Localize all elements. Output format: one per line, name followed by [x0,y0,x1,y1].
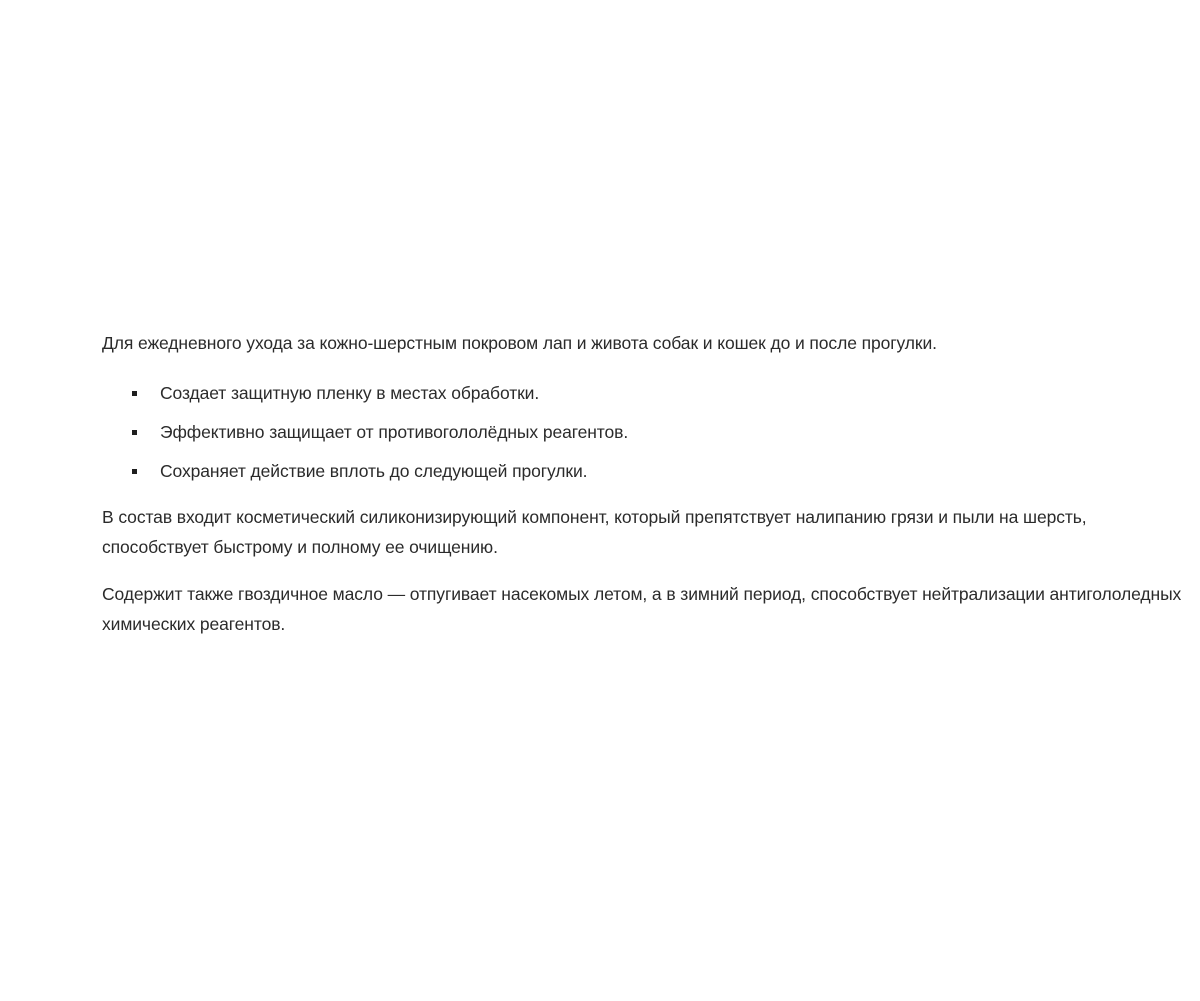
list-item-text: Создает защитную пленку в местах обработки. [160,383,540,403]
composition-paragraph: В состав входит косметический силиконизирующий компонент, который препятствует налипанию грязи и пыли на шерсть, способствует быстрому и полному ее очищению. [102,507,1087,557]
list-item [132,378,1182,408]
intro-paragraph: Для ежедневного ухода за кожно-шерстным покровом лап и живота собак и кошек до и после прогулки. [102,333,937,353]
list-item [132,456,1182,486]
bullet-square-icon [132,430,137,435]
list-item [132,417,1182,447]
product-description [102,328,1182,639]
list-item-text: Эффективно защищает от противогололёдных реагентов. [160,422,629,442]
list-item-text: Сохраняет действие вплоть до следующей прогулки. [160,461,588,481]
clove-oil-paragraph: Содержит также гвоздичное масло — отпугивает насекомых летом, а в зимний период, способствует нейтрализации антигололедных химических реагентов. [102,584,1182,634]
bullet-square-icon [132,469,137,474]
bullet-square-icon [132,391,137,396]
feature-list [102,378,1182,486]
